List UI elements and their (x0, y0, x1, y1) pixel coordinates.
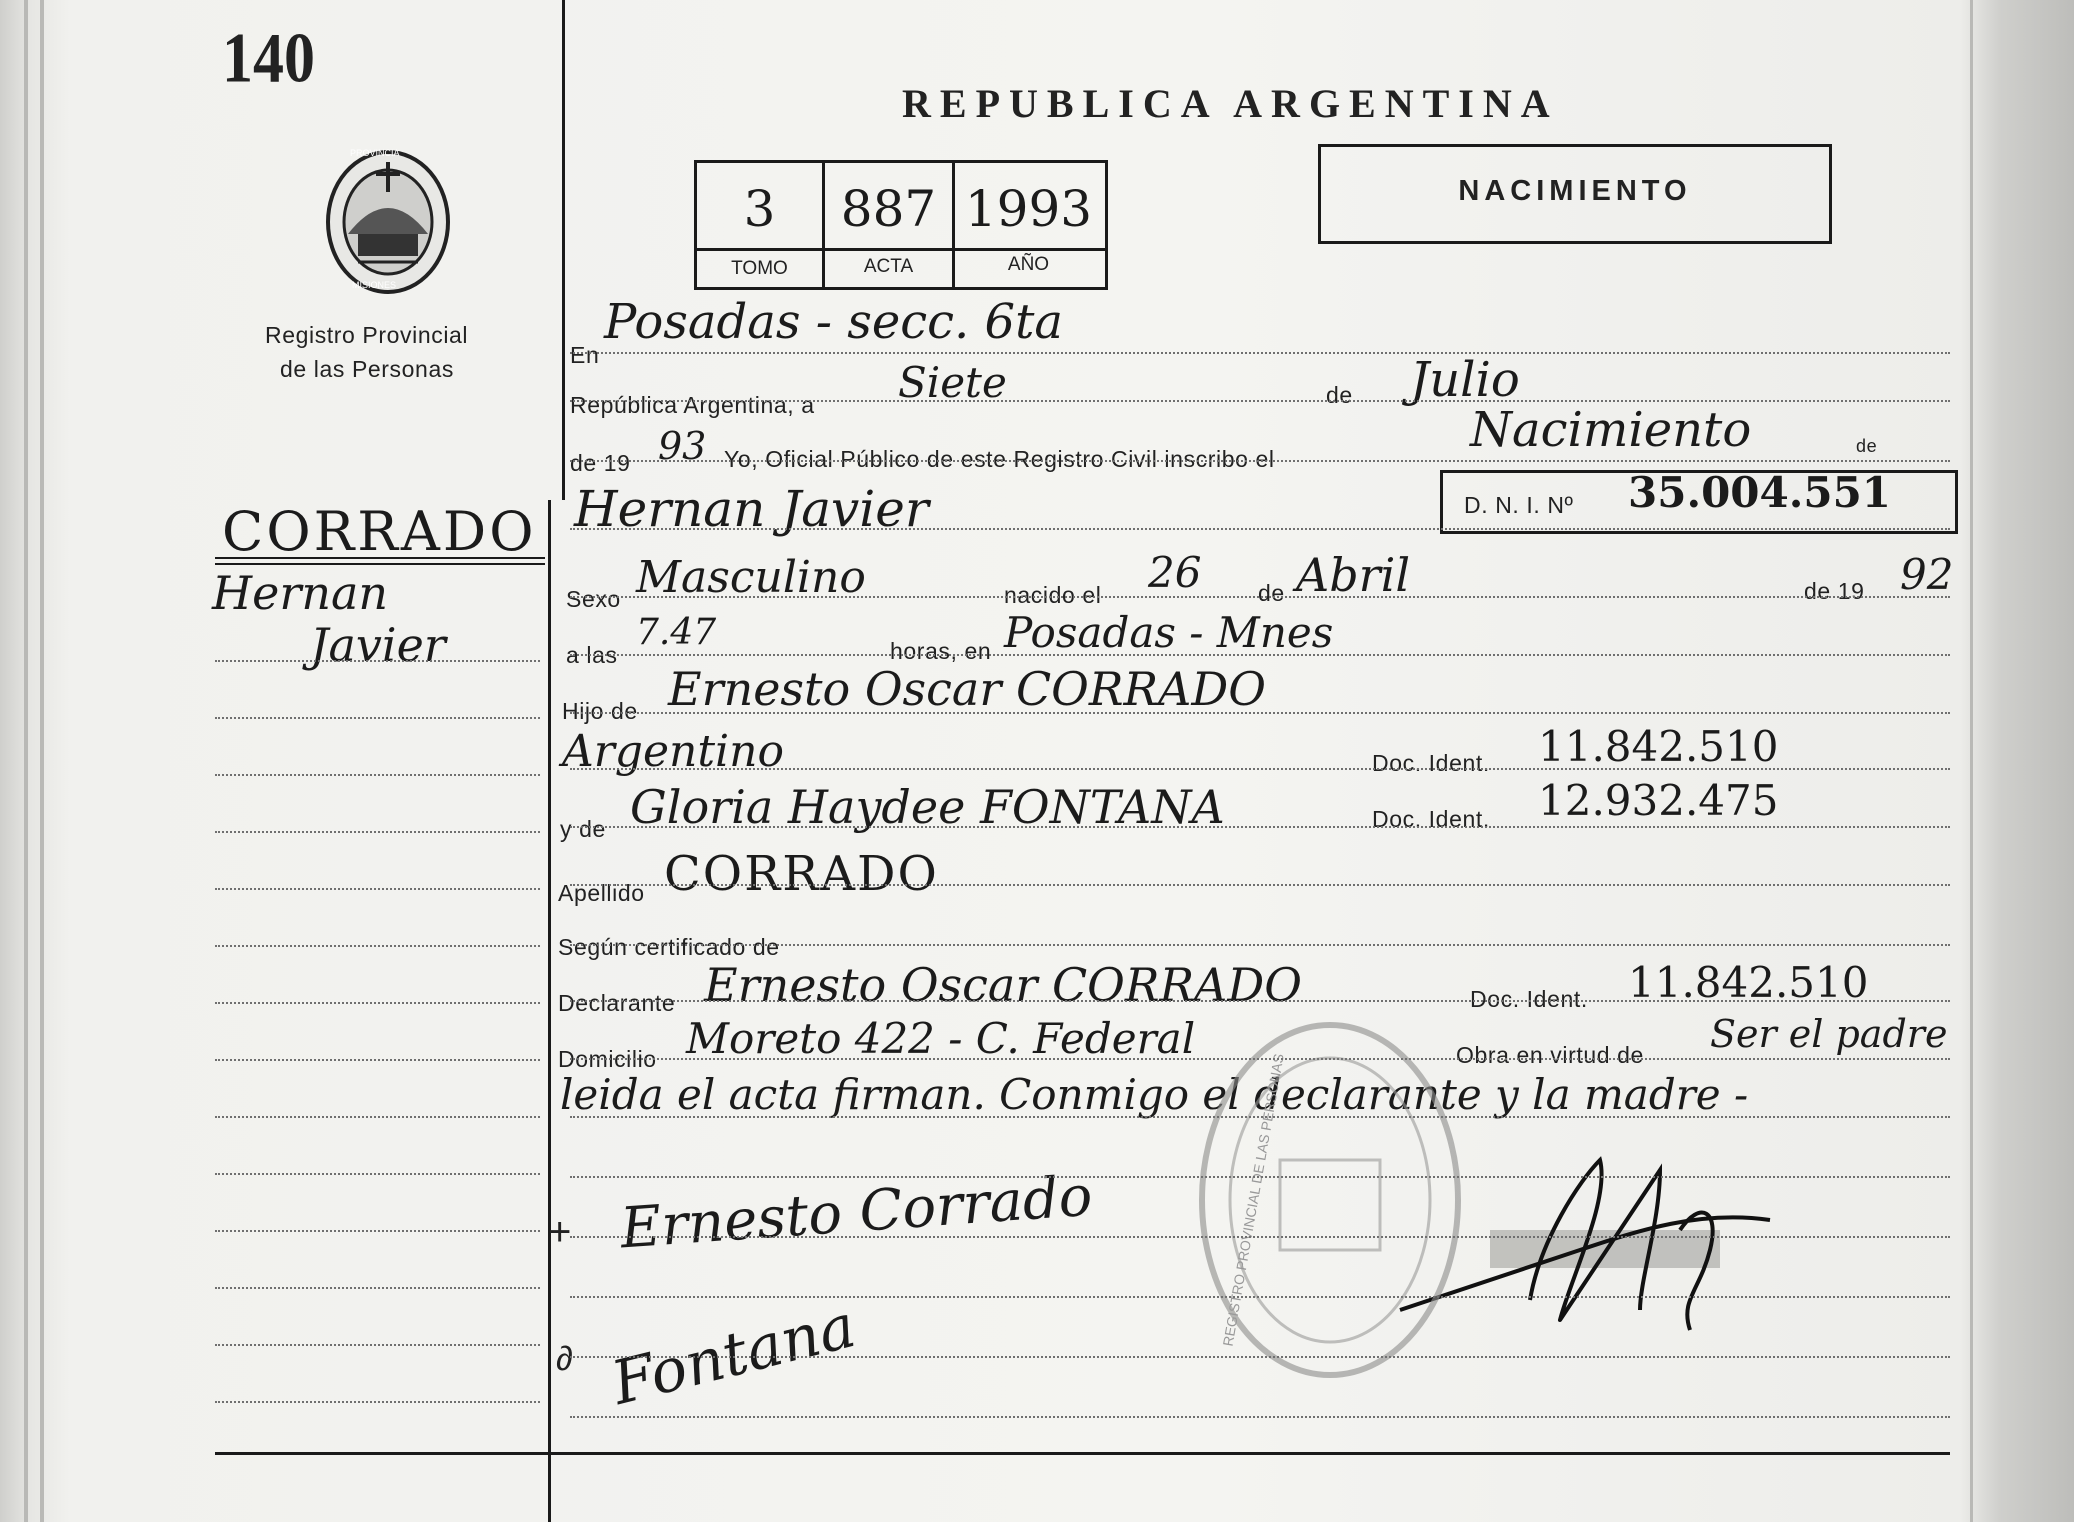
father-nationality: Argentino (562, 726, 784, 777)
ruled-line (570, 460, 1950, 462)
ruled-line (215, 945, 540, 947)
year-prefix: de 19 (570, 450, 631, 476)
ruled-line (570, 654, 1950, 656)
father-value: Ernesto Oscar CORRADO (668, 662, 1266, 716)
margin-rule (215, 563, 545, 565)
father-doc-value: 11.842.510 (1538, 722, 1779, 771)
day-value: Siete (898, 358, 1007, 407)
ruled-line (570, 1356, 1950, 1358)
column-divider (548, 500, 551, 1522)
seal-ring-bottom: MISIONES (352, 280, 397, 290)
sexo-value: Masculino (636, 552, 866, 603)
page-number: 140 (222, 19, 315, 98)
provincial-seal-icon (318, 142, 458, 302)
anio-value: 1993 (964, 180, 1093, 238)
yo-text: Yo, Oficial Público de este Registro Civil inscribo el (724, 446, 1275, 472)
obra-label: Obra en virtud de (1456, 1042, 1644, 1068)
seal-ring-top: PROVINCIA (350, 148, 400, 158)
hijo-label: Hijo de (562, 698, 638, 724)
registry-line-1: Registro Provincial (265, 322, 469, 348)
declarante-value: Ernesto Oscar CORRADO (704, 958, 1302, 1012)
ruled-line (570, 1000, 1950, 1002)
ruled-line (570, 1416, 1950, 1418)
ruled-line (570, 1296, 1950, 1298)
stamp-text: REGISTRO PROVINCIAL DE LAS PERSONAS (1219, 1052, 1287, 1348)
domicilio-label: Domicilio (558, 1046, 657, 1072)
declarante-doc-value: 11.842.510 (1628, 958, 1869, 1007)
mother-doc-value: 12.932.475 (1538, 776, 1779, 825)
ruled-line (215, 774, 540, 776)
year-value: 93 (658, 424, 707, 468)
apellido-value: CORRADO (664, 846, 939, 902)
ruled-line (570, 352, 1950, 354)
ruled-line (570, 596, 1950, 598)
ruled-line (215, 717, 540, 719)
place-value: Posadas - Mnes (1004, 608, 1334, 657)
nacido-label: nacido el (1004, 582, 1102, 608)
month-de-label: de (1326, 382, 1353, 408)
ruled-line (215, 1116, 540, 1118)
mother-signature: Fontana (605, 1291, 863, 1419)
ruled-line (215, 1059, 540, 1061)
ruled-line (215, 1230, 540, 1232)
act-type-box (1318, 144, 1832, 244)
signature-marker: + (548, 1210, 572, 1254)
alas-label: a las (566, 642, 618, 668)
ruled-line (215, 1344, 540, 1346)
ruled-line (570, 712, 1950, 714)
dni-label: D. N. I. Nº (1464, 492, 1574, 518)
signature-marker: ∂ (556, 1340, 573, 1378)
mother-value: Gloria Haydee FONTANA (630, 780, 1225, 834)
birth-month-value: Abril (1296, 548, 1411, 602)
birth-year-prefix: de 19 (1804, 578, 1865, 604)
margin-second-name: Javier (310, 618, 446, 672)
obra-value: Ser el padre (1710, 1012, 1948, 1056)
act-type-title: NACIMIENTO (1458, 175, 1692, 207)
birth-day-value: 26 (1148, 548, 1202, 597)
acta-value: 887 (840, 180, 937, 238)
ruled-line (215, 1401, 540, 1403)
margin-surname: CORRADO (222, 500, 537, 563)
page-edge (24, 0, 28, 1522)
declarante-label: Declarante (558, 990, 676, 1016)
acta-label: ACTA (863, 256, 914, 277)
horas-label: horas, en (890, 638, 992, 664)
anio-label: AÑO (1007, 254, 1050, 275)
column-divider (562, 0, 565, 500)
closing-note: leida el acta firman. Conmigo el declarante y la madre - (560, 1070, 1749, 1119)
ruled-line (570, 884, 1950, 886)
inscribe-value: Nacimiento (1470, 402, 1752, 458)
name-value: Hernan Javier (574, 480, 929, 538)
declarante-doc-label: Doc. Ident. (1470, 986, 1588, 1012)
en-label: En (570, 342, 600, 368)
apellido-label: Apellido (558, 880, 645, 906)
ruled-line (215, 1002, 540, 1004)
ruled-line (570, 944, 1950, 946)
tomo-value: 3 (743, 180, 776, 238)
father-doc-label: Doc. Ident. (1372, 750, 1490, 776)
ruled-line (215, 660, 540, 662)
tomo-label: TOMO (731, 258, 788, 279)
ruled-line (570, 1236, 1950, 1238)
hour-value: 7.47 (636, 612, 717, 653)
bottom-rule (215, 1452, 1950, 1455)
ruled-line (215, 831, 540, 833)
yde-label: y de (560, 816, 606, 842)
en-value: Posadas - secc. 6ta (604, 294, 1063, 350)
sexo-label: Sexo (566, 586, 621, 612)
birth-de-label: de (1258, 580, 1285, 606)
ruled-line (570, 1116, 1950, 1118)
page-edge (40, 0, 44, 1522)
registry-line-2: de las Personas (280, 356, 454, 382)
record-box-divider (694, 248, 1105, 251)
dni-value: 35.004.551 (1628, 468, 1892, 517)
margin-first-name: Hernan (212, 566, 389, 620)
ruled-line (570, 768, 1950, 770)
page-edge (1970, 0, 1973, 1522)
ruled-line (570, 1176, 1950, 1178)
ruled-line (570, 826, 1950, 828)
ruled-line (215, 1173, 540, 1175)
declarante-signature: Ernesto Corrado (618, 1163, 1095, 1262)
inscribe-suffix: de (1856, 436, 1878, 456)
ruled-line (570, 1058, 1950, 1060)
ruled-line (215, 888, 540, 890)
segun-label: Según certificado de (558, 934, 780, 960)
ruled-line (215, 1287, 540, 1289)
month-value: Julio (1410, 352, 1520, 408)
ruled-line (570, 400, 1950, 402)
domicilio-value: Moreto 422 - C. Federal (686, 1014, 1196, 1063)
birth-year-value: 92 (1900, 550, 1954, 599)
mother-doc-label: Doc. Ident. (1372, 806, 1490, 832)
republica-label: República Argentina, a (570, 392, 815, 418)
ruled-line (570, 528, 1950, 530)
country-title: REPUBLICA ARGENTINA (902, 81, 1559, 126)
